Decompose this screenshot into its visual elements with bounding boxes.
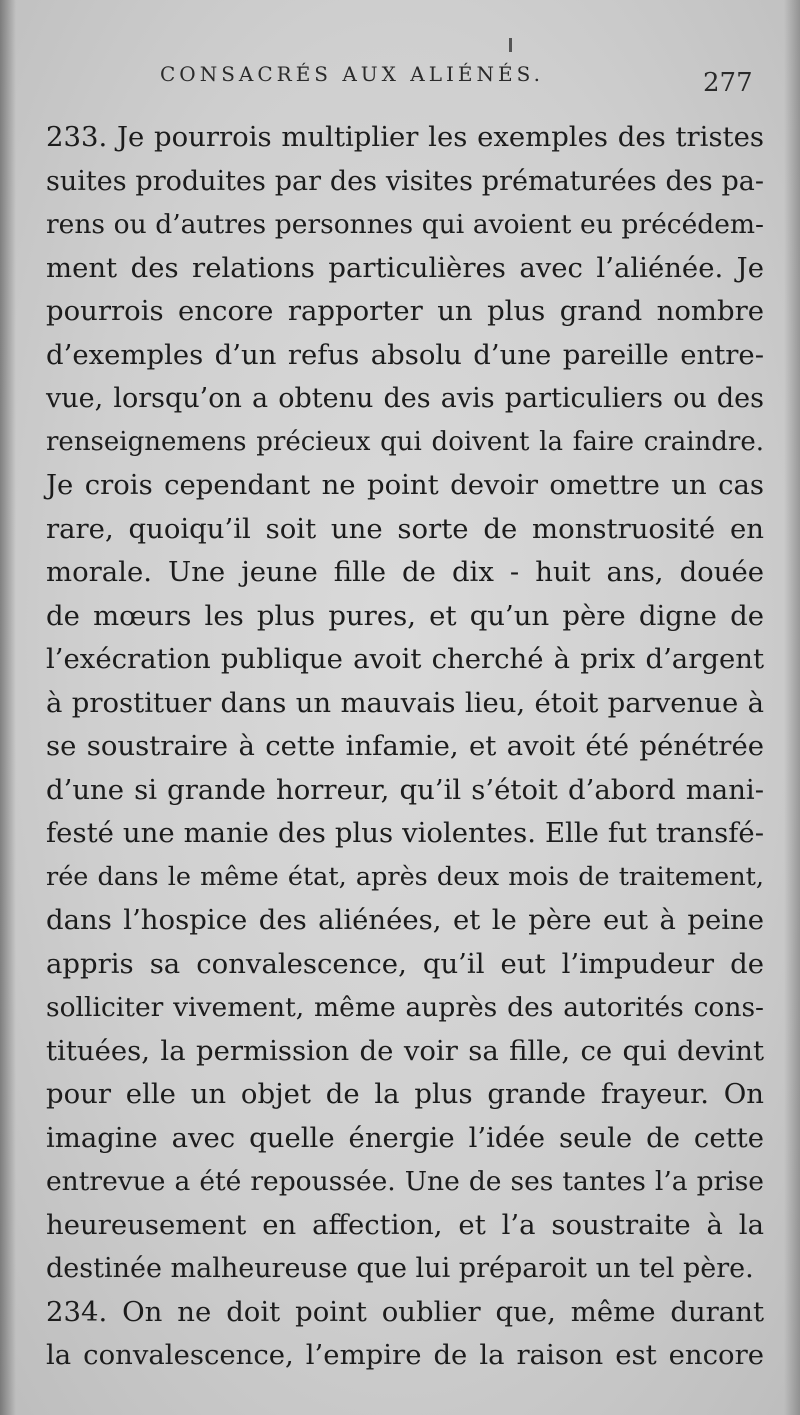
- text-line: festé une manie des plus violentes. Elle fut transfé-: [46, 817, 764, 849]
- text-line: se soustraire à cette infamie, et avoit été pénétrée: [46, 730, 764, 762]
- running-head: CONSACRÉS AUX ALIÉNÉS.: [160, 62, 544, 86]
- text-line: appris sa convalescence, qu’il eut l’impudeur de: [46, 947, 764, 980]
- text-line: renseignemens précieux qui doivent la faire craindre.: [46, 426, 764, 457]
- text-line: tituées, la permission de voir sa fille, ce qui devint: [46, 1034, 764, 1067]
- text-line: ment des relations particulières avec l’aliénée. Je: [46, 251, 764, 284]
- text-line: rens ou d’autres personnes qui avoient eu précédem-: [46, 209, 764, 240]
- text-line: suites produites par des visites prématurées des pa-: [46, 165, 764, 197]
- text-line: destinée malheureuse que lui préparoit un tel père.: [46, 1253, 754, 1284]
- text-line: dans l’hospice des aliénées, et le père eut à peine: [46, 904, 764, 936]
- right-page-shadow: [784, 0, 800, 1415]
- text-line: d’exemples d’un refus absolu d’une pareille entre-: [46, 338, 764, 371]
- text-line: de mœurs les plus pures, et qu’un père digne de: [46, 599, 764, 632]
- ink-mark: [509, 38, 512, 52]
- text-line: entrevue a été repoussée. Une de ses tantes l’a prise: [46, 1166, 764, 1197]
- body-text: [46, 116, 764, 1378]
- left-page-shadow: [0, 0, 16, 1415]
- text-line: à prostituer dans un mauvais lieu, étoit parvenue à: [46, 686, 764, 719]
- text-line: pourrois encore rapporter un plus grand nombre: [46, 295, 764, 327]
- text-line: l’exécration publique avoit cherché à prix d’argent: [46, 643, 764, 675]
- text-line: 234. On ne doit point oublier que, même durant: [46, 1295, 764, 1328]
- text-line: rée dans le même état, après deux mois de traitement,: [46, 861, 764, 892]
- text-line: morale. Une jeune fille de dix - huit ans, douée: [46, 556, 764, 588]
- text-line: Je crois cependant ne point devoir omettre un cas: [46, 469, 764, 501]
- text-line: pour elle un objet de la plus grande frayeur. On: [46, 1078, 764, 1110]
- text-line: la convalescence, l’empire de la raison est encore: [46, 1339, 764, 1371]
- text-line: vue, lorsqu’on a obtenu des avis particuliers ou des: [46, 383, 764, 414]
- text-line: solliciter vivement, même auprès des autorités cons-: [46, 992, 764, 1023]
- text-line: 233. Je pourrois multiplier les exemples des tristes: [46, 121, 764, 153]
- text-line: rare, quoiqu’il soit une sorte de monstruosité en: [46, 512, 764, 545]
- text-line: heureusement en affection, et l’a soustraite à la: [46, 1208, 764, 1241]
- text-line: d’une si grande horreur, qu’il s’étoit d’abord mani-: [46, 773, 764, 806]
- text-line: imagine avec quelle énergie l’idée seule de cette: [46, 1121, 764, 1154]
- page-number: 277: [703, 68, 753, 98]
